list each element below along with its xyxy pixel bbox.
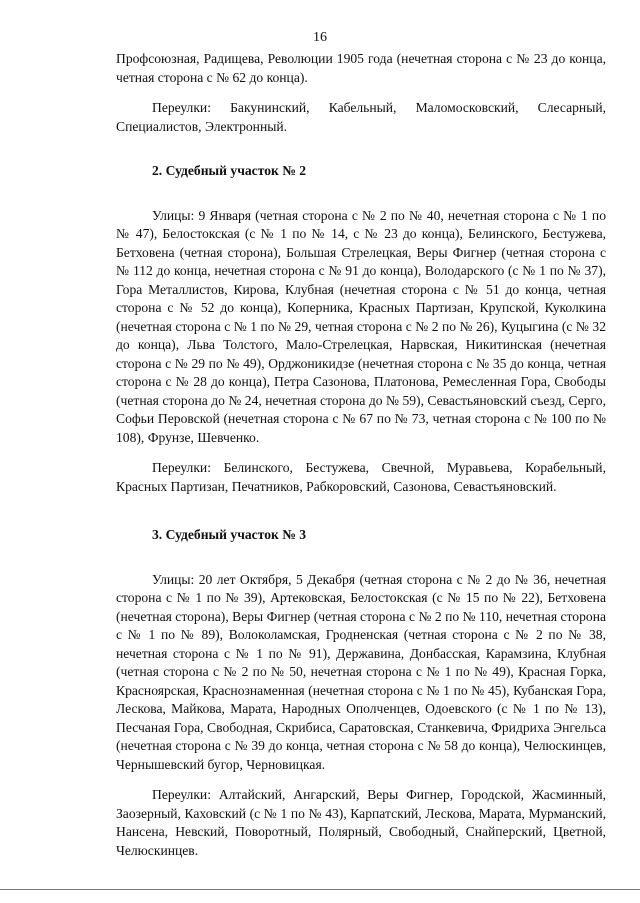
intro-lanes-paragraph: Переулки: Бакунинский, Кабельный, Маломосковский, Слесарный, Специалистов, Электронный. bbox=[116, 100, 606, 134]
intro-paragraph: Профсоюзная, Радищева, Революции 1905 года (нечетная сторона с № 23 до конца, четная сторона с № 62 до конца). bbox=[116, 51, 606, 85]
footer-divider bbox=[0, 889, 640, 890]
section-2-streets: Улицы: 9 Января (четная сторона с № 2 по № 40, нечетная сторона с № 1 по № 47), Белостокская (с № 1 по № 14, с № 23 до конца), Белинского, Бестужева, Бетховена (четная сторона), Большая Стрелецкая, Веры Фигнер (четная сторона с № 112 до конца, нечетная сторона с № 91 до конца), Володарского (с № 1 по № 37), Гора Металлистов, Кирова, Клубная (нечетная сторона с № 51 до конца, четная сторона с № 52 до конца), Коперника, Красных Партизан, Крупской, Куколкина (нечетная сторона с № 1 по № 29, четная сторона с № 2 по № 26), Куцыгина (с № 32 до конца), Льва Толстого, Мало-Стрелецкая, Нарвская, Никитинская (нечетная сторона с № 29 по № 49), Орджоникидзе (нечетная сторона с № 35 до конца, четная сторона с № 28 до конца), Петра Сазонова, Платонова, Ремесленная Гора, Свободы (четная сторона до № 24, нечетная сторона до № 59), Севастьяновский съезд, Серго, Софьи Перовской (нечетная сторона с № 67 по № 73, четная сторона с № 100 по № 108), Фрунзе, Шевченко. bbox=[116, 207, 606, 445]
section-heading-3: 3. Судебный участок № 3 bbox=[152, 527, 307, 542]
document-body bbox=[116, 50, 606, 860]
section-heading-2: 2. Судебный участок № 2 bbox=[152, 163, 307, 178]
section-3-streets: Улицы: 20 лет Октября, 5 Декабря (четная сторона с № 2 до № 36, нечетная сторона с № 1 по № 39), Артековская, Белостокская (с № 15 по № 22), Бетховена (нечетная сторона), Веры Фигнер (четная сторона с № 2 по № 110, нечетная сторона с № 1 по № 89), Волоколамская, Гродненская (четная сторона с № 2 по № 38, нечетная сторона с № 1 по № 91), Державина, Донбасская, Карамзина, Клубная (четная сторона с № 2 по № 50, нечетная сторона с № 1 по № 49), Красная Горка, Красноярская, Краснознаменная (нечетная сторона с № 1 по № 45), Кубанская Гора, Лескова, Майкова, Марата, Народных Ополченцев, Одоевского (с № 1 по № 13), Песчаная Гора, Свободная, Скрибиса, Саратовская, Станкевича, Фридриха Энгельса (нечетная сторона с № 39 до конца, четная сторона с № 58 до конца), Челюскинцев, Чернышевский бугор, Черновицкая. bbox=[116, 571, 606, 772]
section-2-lanes: Переулки: Белинского, Бестужева, Свечной, Муравьева, Корабельный, Красных Партизан, Печатников, Рабкоровский, Сазонова, Севастьяновский. bbox=[116, 460, 606, 494]
page-number: 16 bbox=[313, 30, 327, 45]
section-3-lanes: Переулки: Алтайский, Ангарский, Веры Фигнер, Городской, Жасминный, Заозерный, Каховский (с № 1 по № 43), Карпатский, Лескова, Марата, Мурманский, Нансена, Невский, Поворотный, Полярный, Свободный, Снайперский, Цветной, Челюскинцев. bbox=[116, 787, 606, 858]
